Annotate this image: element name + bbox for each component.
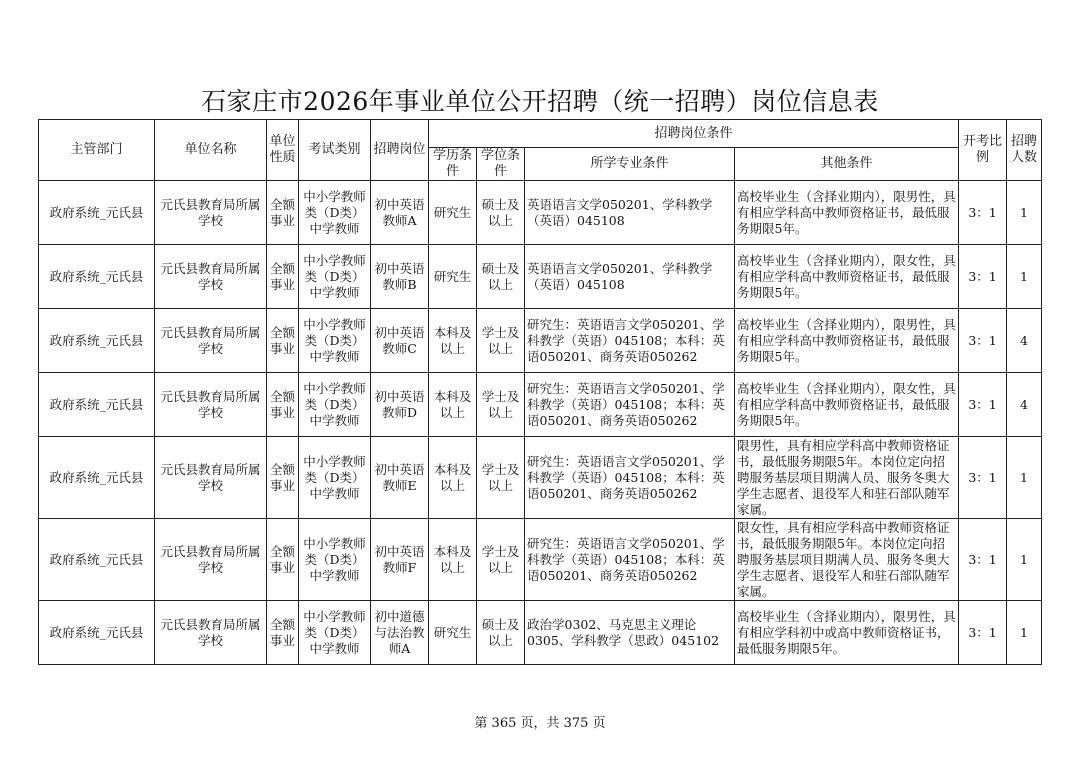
header-post: 招聘岗位 (371, 120, 429, 181)
nature-cell: 全额事业 (267, 181, 299, 245)
header-other: 其他条件 (735, 148, 959, 181)
unit-cell: 元氏县教育局所属学校 (155, 601, 267, 665)
other-cell: 高校毕业生（含择业期内），限男性，具有相应学科高中教师资格证书，最低服务期限5年。 (735, 181, 959, 245)
edu-cell: 研究生 (429, 245, 477, 309)
ratio-cell: 3：1 (959, 309, 1007, 373)
other-cell: 高校毕业生（含择业期内），限女性，具有相应学科高中教师资格证书，最低服务期限5年。 (735, 245, 959, 309)
table-row (39, 181, 1042, 245)
major-cell: 研究生：英语语言文学050201、学科教学（英语）045108；本科：英语050201、商务英语050262 (525, 437, 735, 519)
header-major: 所学专业条件 (525, 148, 735, 181)
nature-cell: 全额事业 (267, 373, 299, 437)
degree-cell: 硕士及以上 (477, 601, 525, 665)
other-cell: 限女性，具有相应学科高中教师资格证书，最低服务期限5年。本岗位定向招聘服务基层项目期满人员、服务冬奥大学生志愿者、退役军人和驻石部队随军家属。 (735, 519, 959, 601)
unit-cell: 元氏县教育局所属学校 (155, 309, 267, 373)
job-info-table (38, 119, 1042, 665)
table-row (39, 373, 1042, 437)
ratio-cell: 3：1 (959, 181, 1007, 245)
exam-cell: 中小学教师类（D类）中学教师 (299, 373, 371, 437)
dept-cell: 政府系统_元氏县 (39, 245, 155, 309)
major-cell: 英语语言文学050201、学科教学（英语）045108 (525, 181, 735, 245)
ratio-cell: 3：1 (959, 437, 1007, 519)
major-cell: 研究生：英语语言文学050201、学科教学（英语）045108；本科：英语050201、商务英语050262 (525, 373, 735, 437)
count-cell: 4 (1007, 373, 1042, 437)
edu-cell: 本科及以上 (429, 373, 477, 437)
unit-cell: 元氏县教育局所属学校 (155, 373, 267, 437)
count-cell: 1 (1007, 181, 1042, 245)
major-cell: 研究生：英语语言文学050201、学科教学（英语）045108；本科：英语050201、商务英语050262 (525, 519, 735, 601)
unit-cell: 元氏县教育局所属学校 (155, 245, 267, 309)
degree-cell: 学士及以上 (477, 519, 525, 601)
exam-cell: 中小学教师类（D类）中学教师 (299, 601, 371, 665)
ratio-cell: 3：1 (959, 373, 1007, 437)
count-cell: 4 (1007, 309, 1042, 373)
table-row (39, 519, 1042, 601)
ratio-cell: 3：1 (959, 519, 1007, 601)
header-degree: 学位条件 (477, 148, 525, 181)
post-cell: 初中英语教师B (371, 245, 429, 309)
exam-cell: 中小学教师类（D类）中学教师 (299, 437, 371, 519)
count-cell: 1 (1007, 245, 1042, 309)
major-cell: 研究生：英语语言文学050201、学科教学（英语）045108；本科：英语050201、商务英语050262 (525, 309, 735, 373)
header-dept: 主管部门 (39, 120, 155, 181)
table-row (39, 245, 1042, 309)
unit-cell: 元氏县教育局所属学校 (155, 437, 267, 519)
header-exam: 考试类别 (299, 120, 371, 181)
page-title: 石家庄市2026年事业单位公开招聘（统一招聘）岗位信息表 (201, 87, 879, 116)
exam-cell: 中小学教师类（D类）中学教师 (299, 519, 371, 601)
unit-cell: 元氏县教育局所属学校 (155, 181, 267, 245)
post-cell: 初中英语教师F (371, 519, 429, 601)
nature-cell: 全额事业 (267, 519, 299, 601)
dept-cell: 政府系统_元氏县 (39, 373, 155, 437)
edu-cell: 本科及以上 (429, 309, 477, 373)
other-cell: 高校毕业生（含择业期内），限男性，具有相应学科初中或高中教师资格证书，最低服务期限5年。 (735, 601, 959, 665)
header-edu: 学历条件 (429, 148, 477, 181)
nature-cell: 全额事业 (267, 245, 299, 309)
count-cell: 1 (1007, 437, 1042, 519)
degree-cell: 学士及以上 (477, 309, 525, 373)
edu-cell: 研究生 (429, 181, 477, 245)
header-conditions: 招聘岗位条件 (429, 120, 959, 148)
unit-cell: 元氏县教育局所属学校 (155, 519, 267, 601)
page-number: 第 365 页，共 375 页 (474, 716, 606, 731)
post-cell: 初中英语教师C (371, 309, 429, 373)
edu-cell: 本科及以上 (429, 437, 477, 519)
other-cell: 限男性，具有相应学科高中教师资格证书，最低服务期限5年。本岗位定向招聘服务基层项目期满人员、服务冬奥大学生志愿者、退役军人和驻石部队随军家属。 (735, 437, 959, 519)
dept-cell: 政府系统_元氏县 (39, 601, 155, 665)
ratio-cell: 3：1 (959, 245, 1007, 309)
post-cell: 初中道德与法治教师A (371, 601, 429, 665)
edu-cell: 研究生 (429, 601, 477, 665)
post-cell: 初中英语教师A (371, 181, 429, 245)
degree-cell: 学士及以上 (477, 373, 525, 437)
degree-cell: 硕士及以上 (477, 181, 525, 245)
header-ratio: 开考比例 (959, 120, 1007, 181)
count-cell: 1 (1007, 519, 1042, 601)
nature-cell: 全额事业 (267, 437, 299, 519)
dept-cell: 政府系统_元氏县 (39, 437, 155, 519)
dept-cell: 政府系统_元氏县 (39, 519, 155, 601)
post-cell: 初中英语教师E (371, 437, 429, 519)
dept-cell: 政府系统_元氏县 (39, 309, 155, 373)
dept-cell: 政府系统_元氏县 (39, 181, 155, 245)
header-count: 招聘人数 (1007, 120, 1042, 181)
exam-cell: 中小学教师类（D类）中学教师 (299, 309, 371, 373)
table-row (39, 437, 1042, 519)
table-row (39, 601, 1042, 665)
degree-cell: 学士及以上 (477, 437, 525, 519)
table-row (39, 309, 1042, 373)
major-cell: 政治学0302、马克思主义理论0305、学科教学（思政）045102 (525, 601, 735, 665)
edu-cell: 本科及以上 (429, 519, 477, 601)
major-cell: 英语语言文学050201、学科教学（英语）045108 (525, 245, 735, 309)
exam-cell: 中小学教师类（D类）中学教师 (299, 181, 371, 245)
other-cell: 高校毕业生（含择业期内），限女性，具有相应学科高中教师资格证书，最低服务期限5年。 (735, 373, 959, 437)
post-cell: 初中英语教师D (371, 373, 429, 437)
header-nature: 单位性质 (267, 120, 299, 181)
nature-cell: 全额事业 (267, 309, 299, 373)
nature-cell: 全额事业 (267, 601, 299, 665)
other-cell: 高校毕业生（含择业期内），限男性，具有相应学科高中教师资格证书，最低服务期限5年。 (735, 309, 959, 373)
ratio-cell: 3：1 (959, 601, 1007, 665)
exam-cell: 中小学教师类（D类）中学教师 (299, 245, 371, 309)
degree-cell: 硕士及以上 (477, 245, 525, 309)
count-cell: 1 (1007, 601, 1042, 665)
header-unit: 单位名称 (155, 120, 267, 181)
